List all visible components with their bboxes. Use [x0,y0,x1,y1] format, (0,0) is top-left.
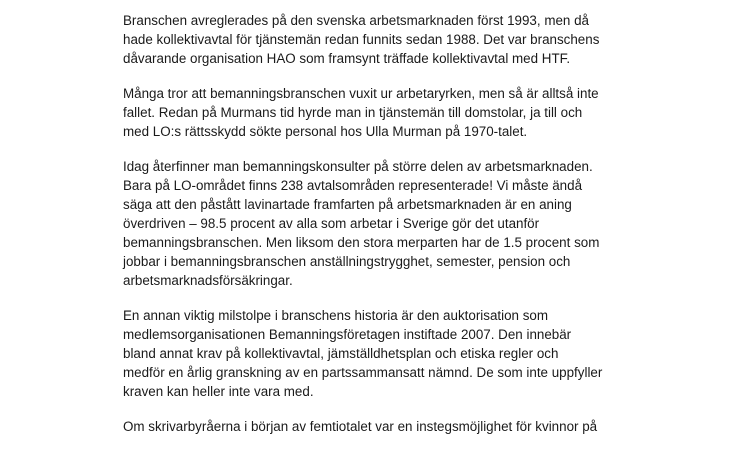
paragraph-line: medför en årlig granskning av en partssammansatt nämnd. De som inte uppfyller [123,365,603,380]
paragraph-line: medlemsorganisationen Bemanningsföretagen instiftade 2007. Den innebär [123,327,572,342]
paragraph-line: dåvarande organisation HAO som framsynt träffade kollektivavtal med HTF. [123,51,571,66]
paragraph-line: arbetsmarknadsförsäkringar. [123,273,293,288]
paragraph-line: En annan viktig milstolpe i branschens historia är den auktorisation som [123,308,549,323]
paragraph-line: Bara på LO-området finns 238 avtalsområden representerade! Vi måste ändå [123,178,583,193]
body-text [123,11,663,452]
paragraph-5 [123,417,663,436]
paragraph-line: kraven kan heller inte vara med. [123,384,314,399]
paragraph-1 [123,11,663,68]
paragraph-4 [123,306,663,401]
paragraph-line: Idag återfinner man bemanningskonsulter på större delen av arbetsmarknaden. [123,159,593,174]
paragraph-line: säga att den påstått lavinartade framfarten på arbetsmarknaden är en aning [123,197,572,212]
paragraph-line: överdriven – 98.5 procent av alla som arbetar i Sverige gör det utanför [123,216,540,231]
paragraph-line: fallet. Redan på Murmans tid hyrde man in tjänstemän till domstolar, ja till och [123,105,583,120]
paragraph-line: bemanningsbranschen. Men liksom den stora merparten har de 1.5 procent som [123,235,600,250]
paragraph-line: Många tror att bemanningsbranschen vuxit ur arbetaryrken, men så är alltså inte [123,86,599,101]
paragraph-line: Branschen avreglerades på den svenska arbetsmarknaden först 1993, men då [123,13,589,28]
paragraph-2 [123,84,663,141]
paragraph-line: med LO:s rättsskydd sökte personal hos Ulla Murman på 1970-talet. [123,124,528,139]
paragraph-3 [123,157,663,290]
paragraph-line: bland annat krav på kollektivavtal, jämställdhetsplan och etiska regler och [123,346,559,361]
paragraph-line: hade kollektivavtal för tjänstemän redan funnits sedan 1988. Det var branschens [123,32,600,47]
paragraph-line: Om skrivarbyråerna i början av femtiotalet var en instegsmöjlighet för kvinnor på [123,419,598,434]
paragraph-line: jobbar i bemanningsbranschen anställningstrygghet, semester, pension och [123,254,571,269]
